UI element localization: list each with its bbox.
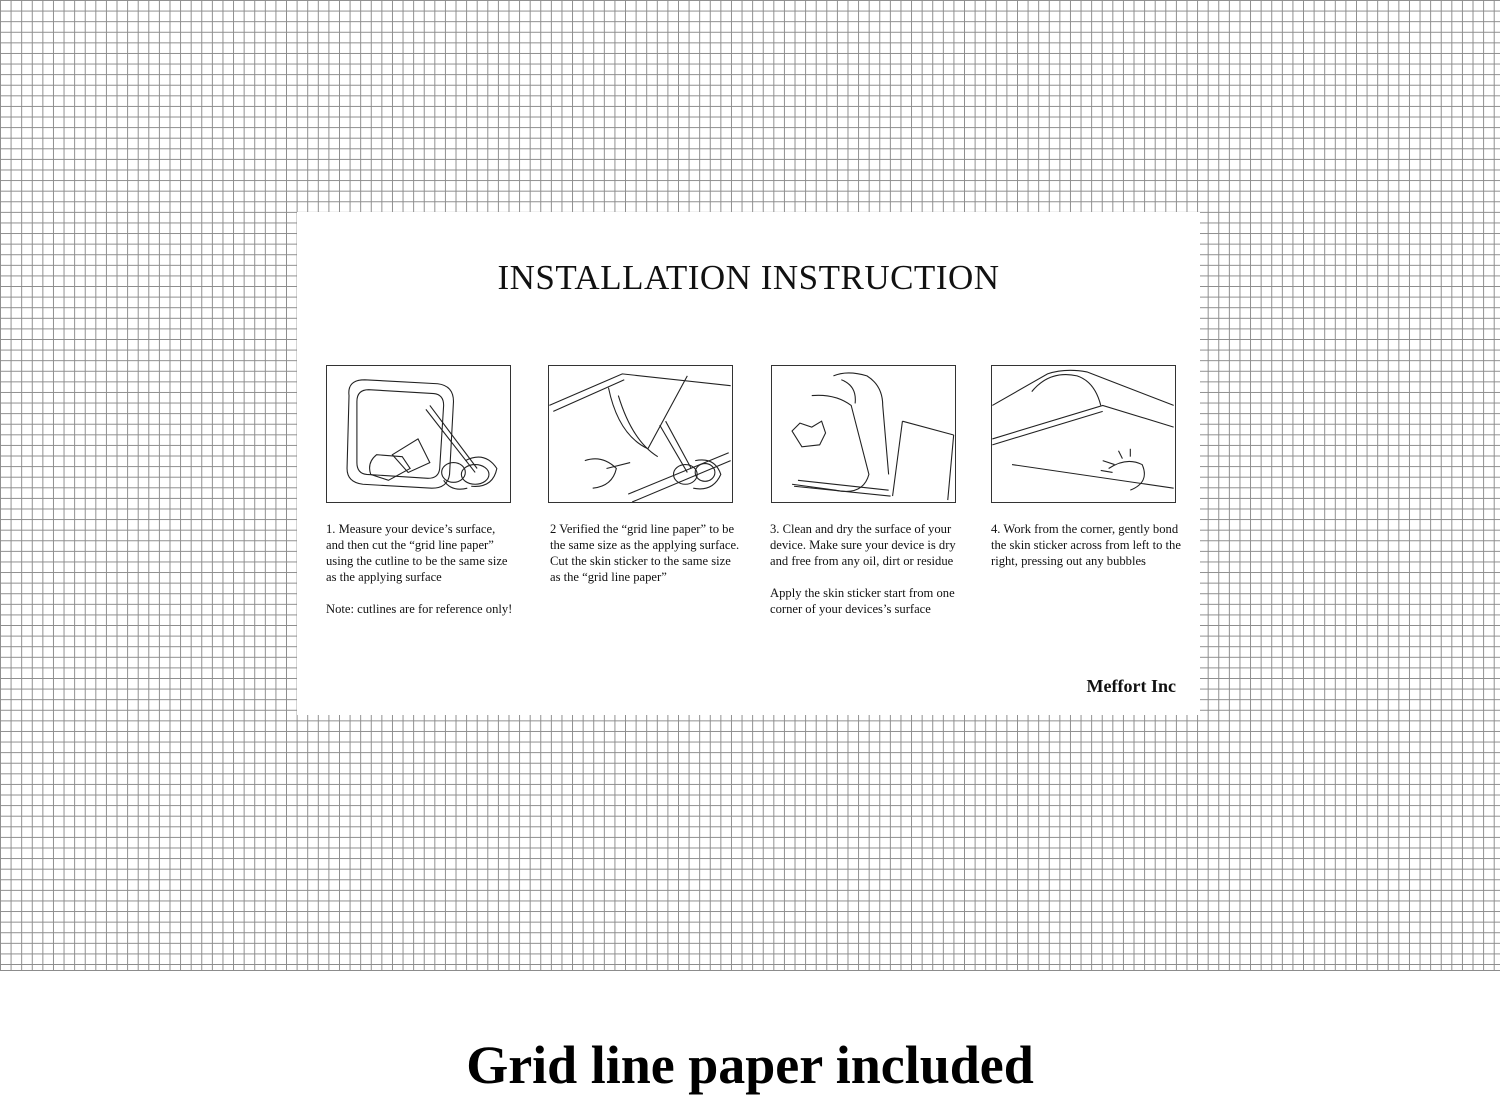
step-4-description: 4. Work from the corner, gently bond the skin sticker across from left to the right, pressing out any bubbles (991, 522, 1181, 568)
step-3-description: 3. Clean and dry the surface of your device. Make sure your device is dry and free from any oil, dirt or residue (770, 522, 956, 568)
instruction-card (297, 212, 1200, 715)
step-1-text (326, 521, 516, 617)
step-4-text (991, 521, 1181, 569)
step-4-illustration (991, 365, 1176, 503)
step-1-note: Note: cutlines are for reference only! (326, 602, 513, 616)
instruction-title: INSTALLATION INSTRUCTION (497, 258, 1000, 297)
step-1-illustration (326, 365, 511, 503)
company-name: Meffort Inc (1086, 676, 1176, 696)
step-2-description: 2 Verified the “grid line paper” to be the same size as the applying surface. Cut the skin sticker to the same size as the “grid line paper” (550, 522, 740, 584)
caption: Grid line paper included (466, 1035, 1034, 1095)
step-2-text (550, 521, 740, 585)
step-3-illustration (771, 365, 956, 503)
step-3-text (770, 521, 960, 617)
step-2-illustration (548, 365, 733, 503)
step-3-note: Apply the skin sticker start from one corner of your devices’s surface (770, 586, 955, 616)
step-1-description: 1. Measure your device’s surface, and then cut the “grid line paper” using the cutline to be the same size as the applying surface (326, 522, 508, 584)
